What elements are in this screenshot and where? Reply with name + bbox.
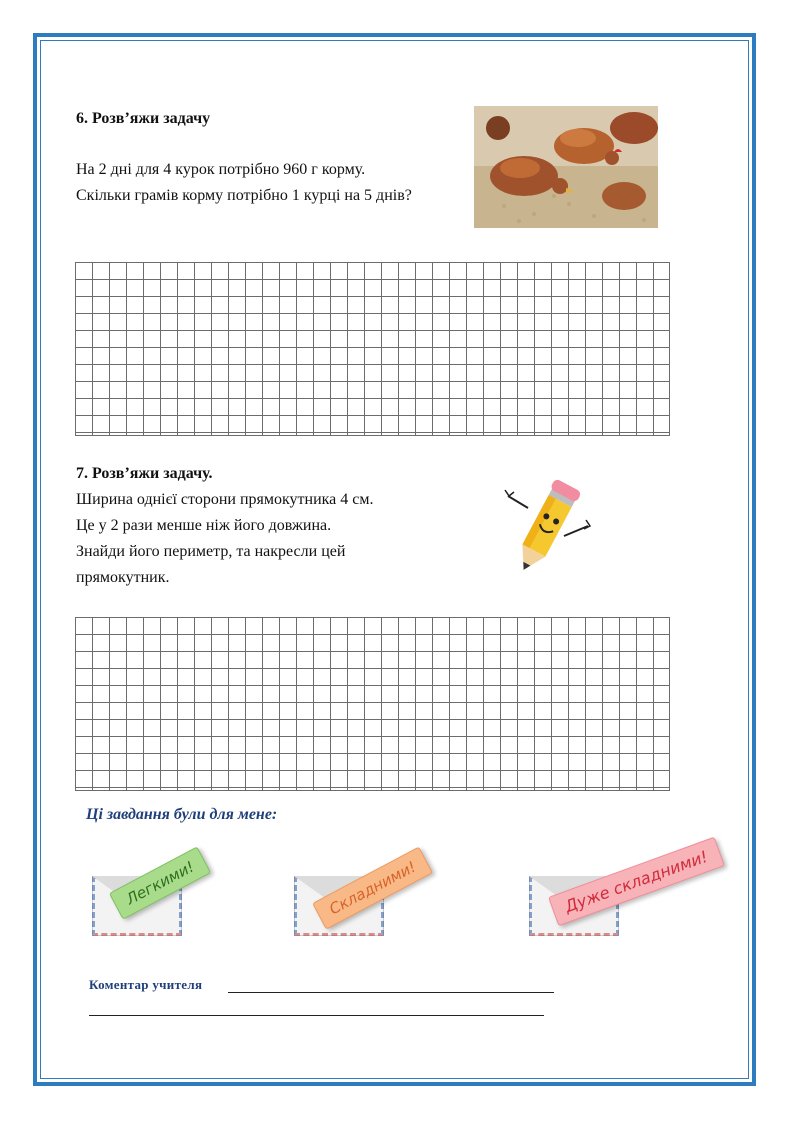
feedback-option-easy[interactable]: Легкими! <box>109 846 212 920</box>
task7-text-line4: прямокутник. <box>76 569 170 586</box>
task6-text-line1: На 2 дні для 4 курок потрібно 960 г корму. <box>76 161 366 178</box>
task6-answer-grid[interactable] <box>75 262 670 436</box>
feedback-title: Ці завдання були для мене: <box>86 806 278 823</box>
task7-text-line3: Знайди його периметр, та накресли цей <box>76 543 346 560</box>
task7-heading: 7. Розв’яжи задачу. <box>76 465 213 482</box>
feedback-option-very-hard[interactable]: Дуже складними! <box>548 837 725 927</box>
task7-text-line2: Це у 2 рази менше ніж його довжина. <box>76 517 332 534</box>
teacher-comment-line-1[interactable] <box>228 992 554 993</box>
teacher-comment-line-2[interactable] <box>89 1015 544 1016</box>
teacher-comment-label: Коментар учителя <box>89 977 203 992</box>
task6-heading: 6. Розв’яжи задачу <box>76 110 211 127</box>
task6-text-line2: Скільки грамів корму потрібно 1 курці на 5 днів? <box>76 187 412 204</box>
feedback-option-hard[interactable]: Складними! <box>312 846 433 929</box>
pencil-icon <box>500 478 595 580</box>
task7-answer-grid[interactable] <box>75 617 670 791</box>
chickens-image <box>474 106 658 228</box>
task7-text-line1: Ширина однієї сторони прямокутника 4 см. <box>76 491 374 508</box>
